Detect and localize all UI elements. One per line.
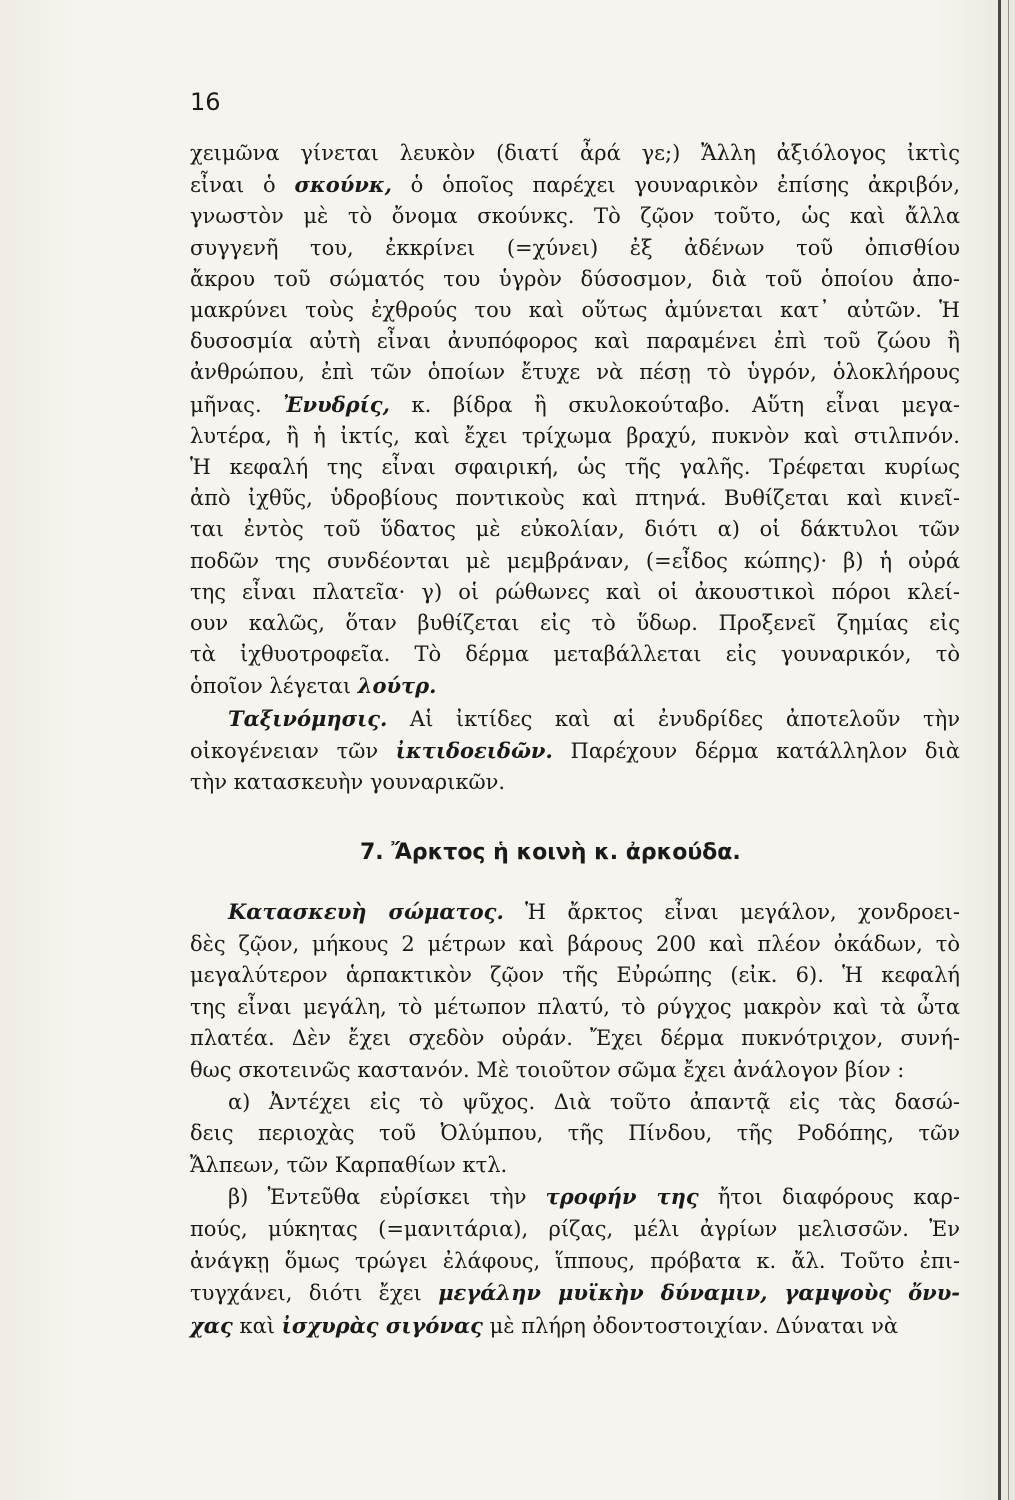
text-line: τυγχάνει, διότι ἔχει μεγάλην μυϊκὴν δύναμιν, γαμψοὺς ὄνυ- [190,1280,960,1306]
text-line: ἀνθρώπου, ἐπὶ τῶν ὁποίων ἔτυχε νὰ πέσῃ τὸ ὑγρόν, ὁλοκλήρους [190,360,960,385]
text-line: Ταξινόμησις. Αἱ ἰκτίδες καὶ αἱ ἐνυδρίδες ἀποτελοῦν τὴν [228,705,960,731]
text-line: Ἄλπεων, τῶν Καρπαθίων κτλ. [190,1152,508,1177]
section-heading: 7. Ἄρκτος ἡ κοινὴ κ. ἀρκούδα. [360,840,741,865]
paragraph-3 [190,896,960,1087]
emphasized-term: λούτρ. [357,673,437,699]
emphasized-term: μεγάλην μυϊκὴν δύναμιν, γαμψοὺς ὄνυ- [438,1280,960,1306]
text-line: τὰ ἰχθυοτροφεῖα. Τὸ δέρμα μεταβάλλεται εἰς γουναρικόν, τὸ [190,642,960,667]
text-block-lower [190,896,960,1342]
text-line: πλατέα. Δὲν ἔχει σχεδὸν οὐράν. Ἔχει δέρμα πυκνότριχον, συνή- [190,1026,960,1051]
text-line: ἀνάγκῃ ὅμως τρώγει ἐλάφους, ἵππους, πρόβατα κ. ἄλ. Τοῦτο ἐπι- [190,1248,960,1273]
emphasized-term: Ταξινόμησις. [228,705,388,731]
text-line: λυτέρα, ἢ ἡ ἰκτίς, καὶ ἔχει τρίχωμα βραχύ, πυκνὸν καὶ στιλπνόν. [190,423,960,448]
text-line: α) Ἀντέχει εἰς τὸ ψῦχος. Διὰ τοῦτο ἀπαντᾷ εἰς τὰς δασώ- [228,1089,960,1114]
text-line: δεις περιοχὰς τοῦ Ὀλύμπου, τῆς Πίνδου, τῆς Ροδόπης, τῶν [190,1121,960,1146]
text-line: χας καὶ ἰσχυρὰς σιγόνας μὲ πλήρη ὀδοντοστοιχίαν. Δύναται νὰ [190,1312,899,1338]
text-block-upper [190,138,960,798]
text-line: μακρύνει τοὺς ἐχθρούς του καὶ οὕτως ἀμύνεται κατ᾽ αὐτῶν. Ἡ [190,298,960,323]
paragraph-5 [190,1181,960,1342]
text-line: εἶναι ὁ σκούνκ, ὁ ὁποῖος παρέχει γουναρικὸν ἐπίσης ἀκριβόν, [190,172,960,198]
page-edge [998,0,1001,1500]
text-line: ἀπὸ ἰχθῦς, ὑδροβίους ποντικοὺς καὶ πτηνά. Βυθίζεται καὶ κινεῖ- [190,486,960,511]
paragraph-2 [190,703,960,799]
text-line: της εἶναι πλατεῖα· γ) οἱ ρώθωνες καὶ οἱ ἀκουστικοὶ πόροι κλεί- [190,579,960,604]
text-line: δὲς ζῷον, μήκους 2 μέτρων καὶ βάρους 200 καὶ πλέον ὀκάδων, τὸ [190,931,960,956]
text-line: της εἶναι μεγάλη, τὸ μέτωπον πλατύ, τὸ ρύγχος μακρὸν καὶ τὰ ὦτα [190,994,960,1019]
page-edge-inner [1008,0,1009,1500]
text-line: μῆνας. Ἐνυδρίς, κ. βίδρα ἢ σκυλοκούταβο. Αὕτη εἶναι μεγα- [190,391,960,417]
text-line: πούς, μύκητας (=μανιτάρια), ρίζας, μέλι ἀγρίων μελισσῶν. Ἐν [190,1216,960,1241]
text-line: ὁποῖον λέγεται λούτρ. [190,673,437,699]
text-line: ἄκρου τοῦ σώματός του ὑγρὸν δύσοσμον, διὰ τοῦ ὁποίου ἀπο- [190,266,960,291]
text-line: οἰκογένειαν τῶν ἰκτιδοειδῶν. Παρέχουν δέρμα κατάλληλον διὰ [190,737,960,763]
text-line: ται ἐντὸς τοῦ ὕδατος μὲ εὐκολίαν, διότι α) οἱ δάκτυλοι τῶν [190,517,960,542]
text-line: ουν καλῶς, ὅταν βυθίζεται εἰς τὸ ὕδωρ. Προξενεῖ ζημίας εἰς [190,611,960,636]
text-line: β) Ἐντεῦθα εὑρίσκει τὴν τροφήν της ἤτοι διαφόρους καρ- [228,1184,960,1210]
emphasized-term: ἰκτιδοειδῶν. [395,737,553,763]
emphasized-term: τροφήν της [545,1184,699,1210]
text-line: γνωστὸν μὲ τὸ ὄνομα σκούνκς. Τὸ ζῷον τοῦτο, ὡς καὶ ἄλλα [190,204,960,229]
text-line: τὴν κατασκευὴν γουναρικῶν. [190,770,506,795]
paragraph-1 [190,138,960,703]
text-line: Κατασκευὴ σώματος. Ἡ ἄρκτος εἶναι μεγάλον, χονδροει- [228,899,961,924]
paragraph-4 [190,1087,960,1182]
text-line: μεγαλύτερον ἁρπακτικὸν ζῷον τῆς Εὐρώπης (εἰκ. 6). Ἡ κεφαλή [190,963,960,988]
text-line: χειμῶνα γίνεται λευκὸν (διατί ἆρά γε;) Ἄλλη ἀξιόλογος ἰκτὶς [190,141,960,165]
emphasized-term: Κατασκευὴ σώματος. [228,899,504,924]
emphasized-term: Ἐνυδρίς, [283,391,390,417]
text-line: δυσοσμία αὐτὴ εἶναι ἀνυπόφορος καὶ παραμένει ἐπὶ τοῦ ζώου ἢ [190,329,960,354]
emphasized-term: ἰσχυρὰς σιγόνας [281,1312,483,1338]
text-line: συγγενῆ του, ἐκκρίνει (=χύνει) ἐξ ἀδένων τοῦ ὀπισθίου [190,235,960,260]
emphasized-term: σκούνκ, [294,172,392,198]
emphasized-term: χας [190,1312,233,1338]
page-number: 16 [190,88,221,116]
text-line: θως σκοτεινῶς καστανόν. Μὲ τοιοῦτον σῶμα ἔχει ἀνάλογον βίον : [190,1057,905,1082]
text-line: Ἡ κεφαλή της εἶναι σφαιρική, ὡς τῆς γαλῆς. Τρέφεται κυρίως [190,455,960,480]
text-line: ποδῶν της συνδέονται μὲ μεμβράναν, (=εἶδος κώπης)· β) ἡ οὐρά [190,548,960,573]
